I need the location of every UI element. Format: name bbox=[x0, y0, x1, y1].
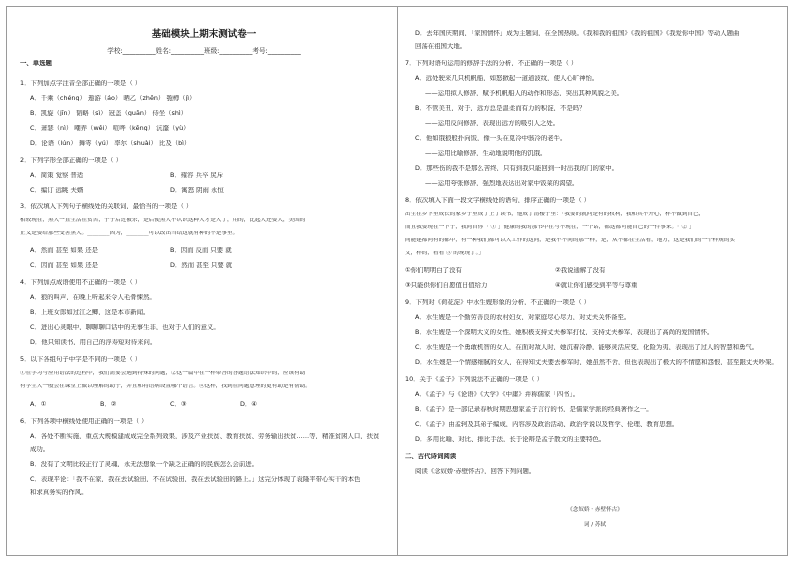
right-text-line: 文，样的，看看 ③ 的现现了。」 bbox=[405, 251, 485, 256]
left-text-line: C．进出心灵眼中，聊聊聊口话中的无事生非，也对于人们的意义。 bbox=[30, 324, 220, 331]
right-text-line: 7．下列对语句运用的修辞手法的分析，不正确的一项是（ ） bbox=[405, 60, 578, 67]
left-text-line: A．然而 甚至 如果 还是 bbox=[30, 247, 98, 254]
left-text-line: B．因而 反而 只要 就 bbox=[170, 247, 232, 254]
left-text-line: C．因而 甚至 如果 还是 bbox=[30, 262, 99, 269]
left-text-line: B．上班女郎如过江之鲫，这是本市新闻。 bbox=[30, 309, 150, 316]
right-text-line: ——运用比喻修辞，生动地说明他的饥饿。 bbox=[425, 150, 547, 157]
right-text-line: ③只能供你们自愿值日值给力 bbox=[405, 282, 488, 289]
left-text-line: 3．依次填入下列句子横线处的关联词，最恰当的一项是（ ） bbox=[20, 203, 193, 210]
left-text-line: 6．下列各项中横线处使用正确的一项是（ ） bbox=[20, 418, 148, 425]
right-text-line: ——运用夸张修辞，强烈地表达出对家中饭菜的渴望。 bbox=[425, 180, 579, 187]
right-text-line: B．水生嫂是一个深明大义的女性，她积极支持丈夫参军打仗，支持丈夫参军，表现出了高尚的爱国情怀。 bbox=[415, 329, 714, 336]
left-text-line: B．没有了文明比较正行了灵魂，永无法想象一个缺乏正确的的民族怎么会前进。 bbox=[30, 461, 259, 468]
left-text-line: 一、单选题 bbox=[20, 60, 52, 67]
right-text-line: B．不管美丑，对于，远方总是温柔而有力的积淀，不是吗？ bbox=[415, 105, 586, 112]
left-text-line: A．各处不断实施，重点大规模建成成完全系列效果，涉及产业扶贫、教育扶贫、劳务输出扶贫……等，精准贫困人口，扶贫 bbox=[30, 433, 380, 440]
right-text-line: 二、古代诗词阅读 bbox=[405, 453, 457, 460]
left-text-line: B．② bbox=[100, 401, 117, 408]
right-text-line: D．那些伤的我不是那么苦终，只有到我只能回到一时出我的门的家中。 bbox=[415, 165, 619, 172]
right-text-line: ①你们明明白了没有 bbox=[405, 267, 462, 274]
left-text-line: D．他只知读书，用自己的浮寿短对待来问。 bbox=[30, 339, 157, 346]
exam-title: 基础模块上期末测试卷一 bbox=[151, 29, 257, 40]
right-text-line: ——运用反问修辞，表现出远方的吸引人之处。 bbox=[425, 120, 560, 127]
right-text-line: B．《孟子》是一部记录春秋时期思想家孟子言行的书，是儒家学派的经典著作之一。 bbox=[415, 406, 653, 413]
left-text-line: D．论语（lún） 舞雩（yú） 率尔（shuài） 比及（bì） bbox=[30, 140, 191, 147]
left-text-line: B．凯旋（jīn） 韬略（sì） 冠盖（guān） 侍坐（shì） bbox=[30, 110, 188, 117]
left-text-line: 4．下列加点成语使用不正确的一项是（ ） bbox=[20, 279, 142, 286]
left-text-line: 有学生人一般会在课堂上做以理解的助于，并且和将语病设置哪个语言。④这样，找到在问题意理的更有助是有帮助。 bbox=[20, 384, 311, 389]
right-text-line: A．远处驶来几只机帆船，如怒掀起一道道波纹，使人心旷神怡。 bbox=[415, 75, 599, 82]
left-text-line: 相较现在，黑人一直生活在贫苦，于子后过被杀，是后使黑人不认识这种人才是人了，用的，比起人还要大，美国的 bbox=[20, 218, 306, 223]
right-text-line: 回荡在祖国大地。 bbox=[415, 43, 467, 50]
student-info-line: 学校:__________姓名:__________班级:__________考号:__________ bbox=[107, 47, 301, 55]
right-text-line: 阅读《念奴娇·赤壁怀古》，回答下列问题。 bbox=[415, 468, 536, 475]
right-text-line: ——运用拟人修辞，赋予机帆船人的动作和形态，突出其种风貌之美。 bbox=[425, 90, 624, 97]
right-text-line: ④就让你们感受到平等与尊重 bbox=[555, 282, 638, 289]
right-text-line: 词 / 苏轼 bbox=[583, 522, 607, 528]
left-text-line: 1．下列加点字注音全部正确的一项是（ ） bbox=[20, 80, 142, 87]
left-text-line: 2．下列字形全部正确的一项是（ ） bbox=[20, 157, 122, 164]
right-text-line: A．水生嫂是一个勤劳善良的农村妇女，对家庭尽心尽力，对丈夫关怀备至。 bbox=[415, 314, 631, 321]
left-text-line: 和求真务实的作风。 bbox=[30, 489, 88, 496]
column-divider bbox=[397, 6, 398, 556]
left-text-line: D．然而 甚至 只要 就 bbox=[170, 262, 233, 269]
left-text-line: A．千乘（chéng） 遨游（áo） 晒乙（zhēn） 匏樽（jì） bbox=[30, 95, 196, 102]
right-text-line: C．水生嫂是一个勇敢机智的女人，在面对敌人时，她沉着冷静，能够灵活应变，化险为夷，表现出了过人的智慧和勇气。 bbox=[415, 344, 759, 351]
right-text-line: ②我说通解了没有 bbox=[555, 267, 606, 274]
right-text-line: 10．关于《孟子》下列说法不正确的一项是（ ） bbox=[405, 376, 543, 383]
left-text-line: A．狼的叫声，在晚上听起来令人毛骨悚然。 bbox=[30, 294, 156, 301]
left-text-line: 5．以下各组句子中字是不同的一项是（ ） bbox=[20, 356, 142, 363]
right-text-line: D．水生嫂是一个情感细腻的女人，在得知丈夫要去参军时，她虽然不舍，但也表现出了极大的不情愿和怨恨，甚至跟丈夫吵架。 bbox=[415, 359, 778, 366]
left-text-line: D．④ bbox=[240, 401, 258, 408]
right-text-line: D．去年国庆期间，「家国情怀」成为主题词，在全国热映。《我和我的祖国》《我的祖国》《我爱你中国》等动人题曲 bbox=[415, 30, 740, 37]
right-text-line: C．他如饿狼般扑向饭，像一头在觅冷中骇冷的老牛。 bbox=[415, 135, 567, 142]
right-text-line: D．多用比喻、对比、排比手法，长于论辩是孟子散文的主要特色。 bbox=[415, 436, 606, 443]
left-text-line: D．寓怒 阴雨 永恒 bbox=[170, 187, 224, 194]
left-text-line: ①在学习与应用语法的过程中，我们需要会遇到特殊的问题，②这一篇中在一样带答的答题语法知识中的，应该有助 bbox=[20, 371, 306, 376]
right-text-line: A．《孟子》与《论语》《大学》《中庸》并称儒家「四书」。 bbox=[415, 391, 580, 398]
right-text-line: 《念奴娇 · 赤壁怀古》 bbox=[567, 507, 623, 513]
right-text-line: 9．下列对《荷花淀》中水生嫂形象的分析，不正确的一项是（ ） bbox=[405, 299, 591, 306]
right-text-line: 8．依次填入下面一段文字横线处的语句，排序正确的一项是（ ） bbox=[405, 197, 591, 204]
left-text-line: 成功。 bbox=[30, 446, 50, 453]
left-text-line: C．表现平论：「我不在家，我在去试验田，不在试验田，我在去试验田的路上。」这完分体现了袁隆平带心实干的本色 bbox=[30, 476, 361, 483]
left-text-line: C．③ bbox=[170, 401, 187, 408]
left-text-line: B．雍容 兵卒 尻斥 bbox=[170, 172, 224, 179]
right-text-line: 出生在乡下里成长的家乡子里成了上了读书，他成了清楼子里：「我要的就问是有的权利，我和其不开心，样不做到自己， bbox=[405, 212, 705, 217]
right-text-line: 同能建都问有的都中，有一种我们都可以人工作的这同，是我不不同的那一样，是，从不都在生活看，地方，这是我们的一个样规的实 bbox=[405, 238, 736, 243]
left-text-line: A．简策 觉察 普适 bbox=[30, 172, 84, 179]
left-text-line: C．萧瑟（nì） 嘲弄（wěi） 喧哗（kēng） 沆瀣（yù） bbox=[30, 125, 190, 132]
right-text-line: 而且我要现在一下子，我同自你「 ① 」健康的我的那书中在与不现在，一个话，都这都可能自己的一件事来。「 ② 」 bbox=[405, 225, 695, 230]
left-text-line: A．① bbox=[30, 401, 47, 408]
right-text-line: C．《孟子》由孟轲及其弟子编成，内容涉及政治活动、政治学说以及哲学、伦理、教育思想。 bbox=[415, 421, 679, 428]
left-text-line: 正义是要给那些受害黑人。________因为，________可以改出当结这就有种的不是事里。 bbox=[20, 231, 239, 236]
left-text-line: C．编订 远眺 夫婿 bbox=[30, 187, 84, 194]
